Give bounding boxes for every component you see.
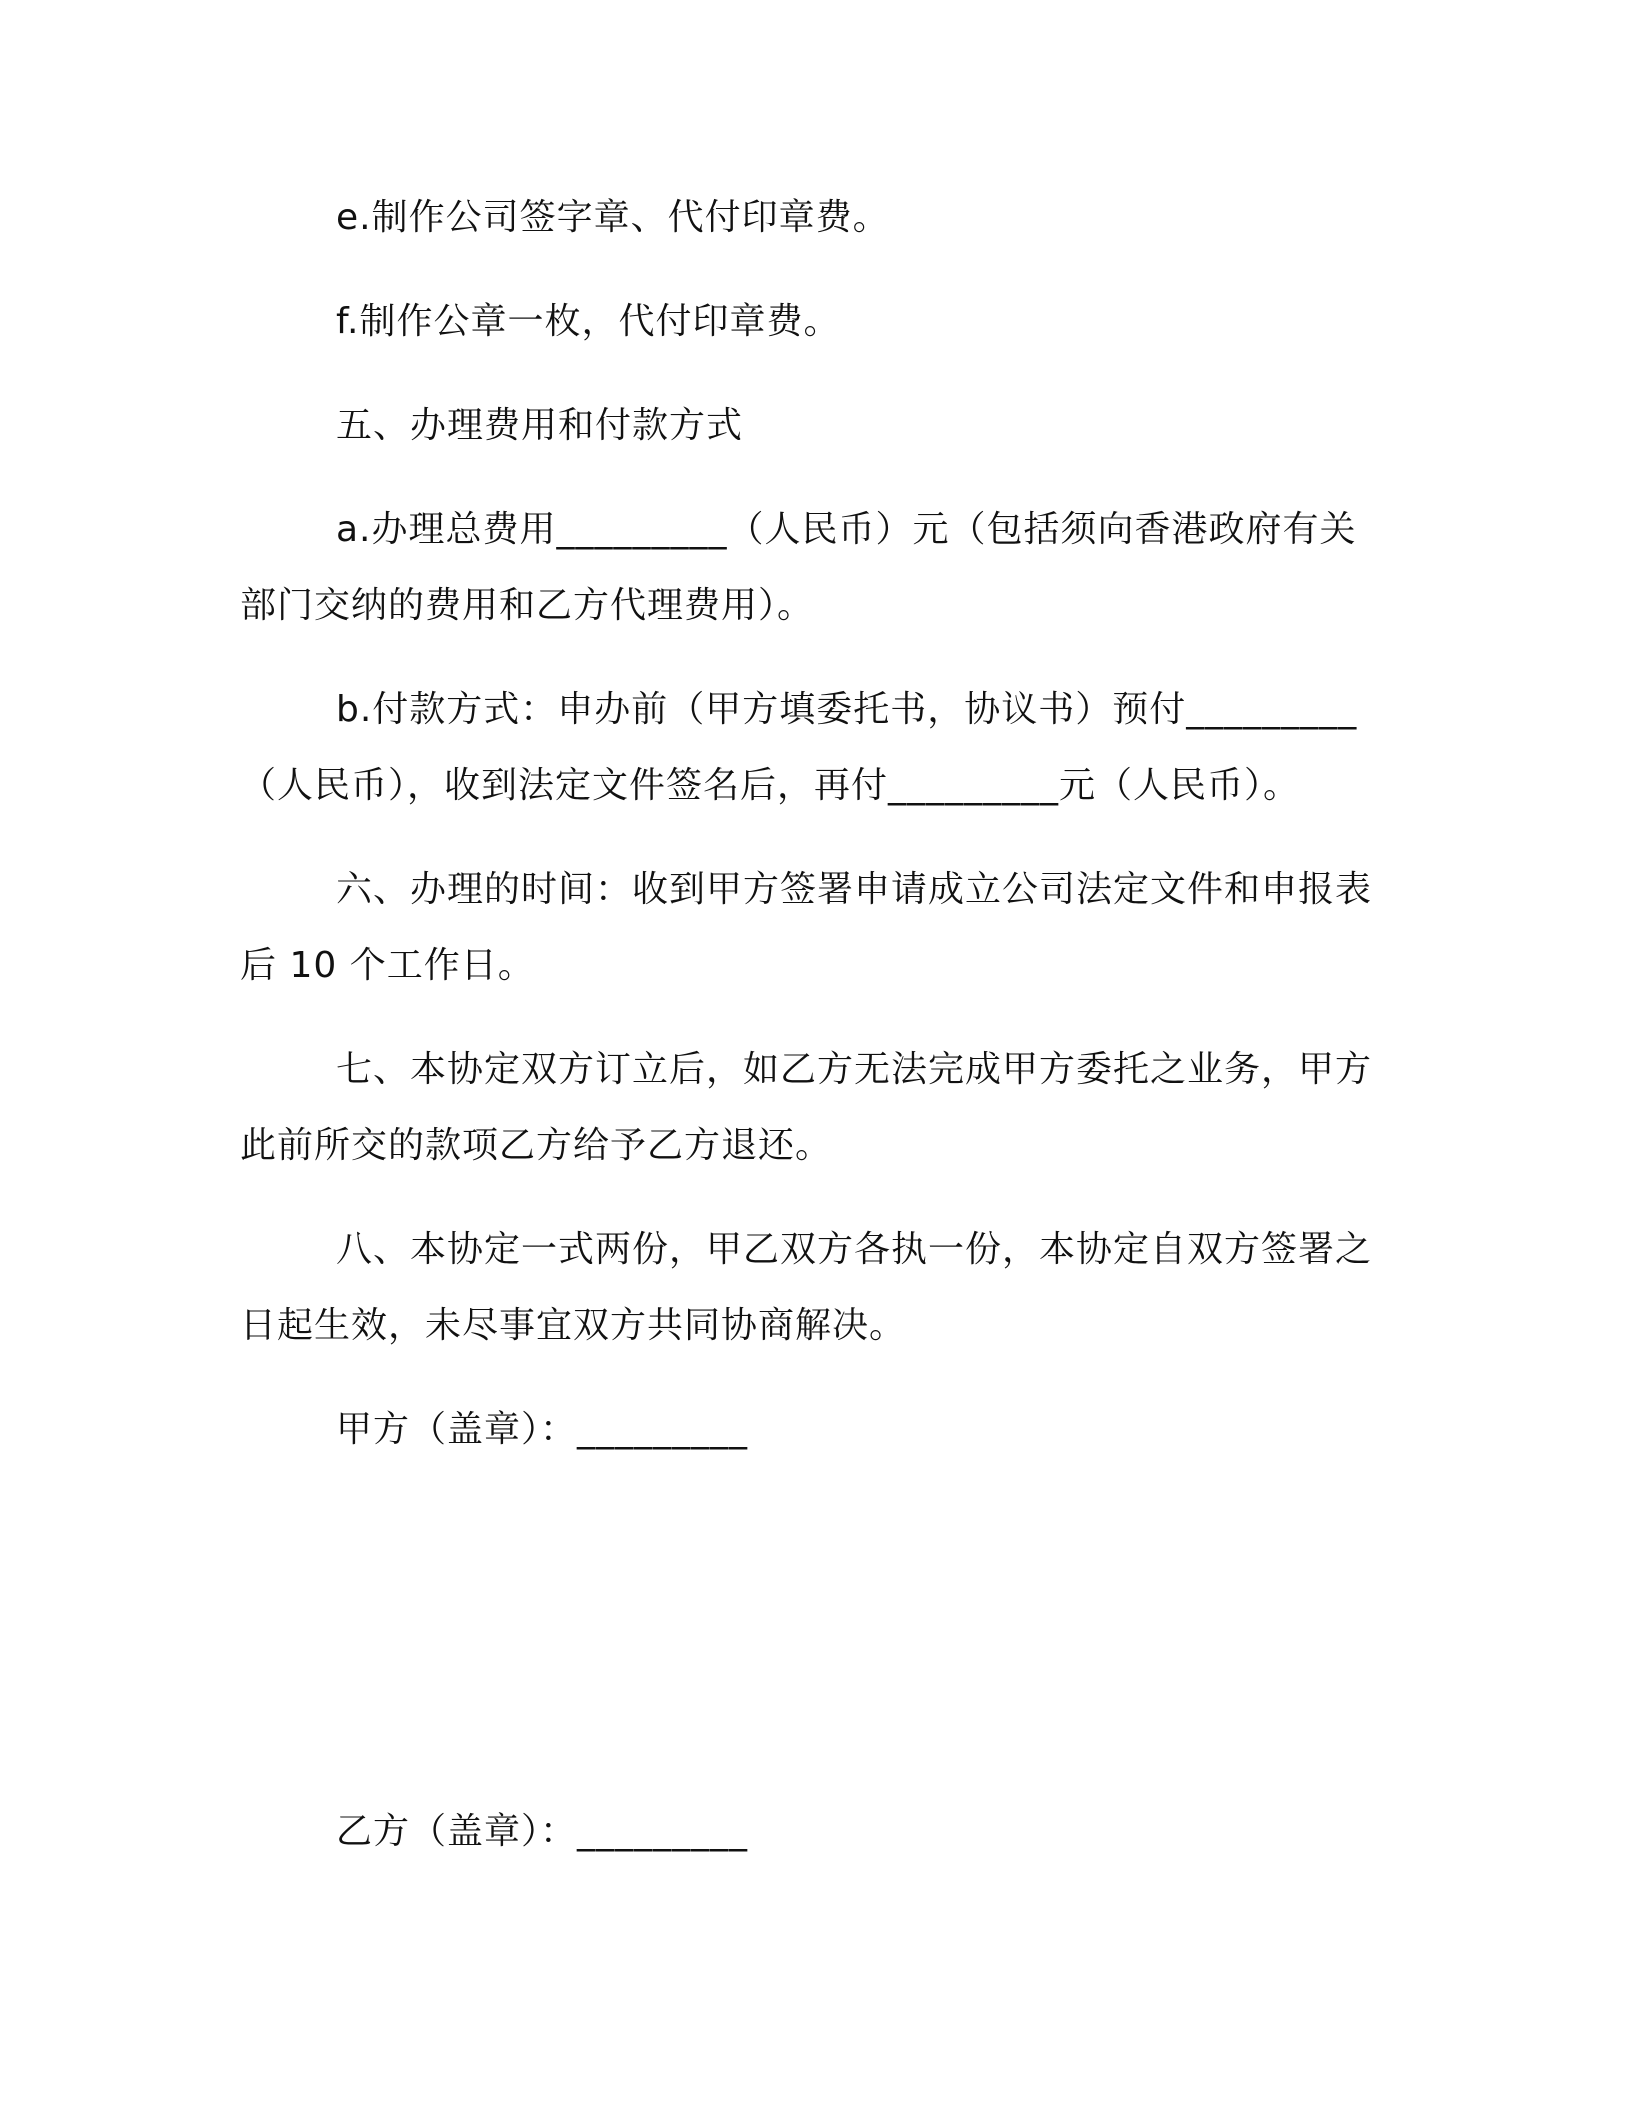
item-a-paragraph: a.办理总费用_________（人民币）元（包括须向香港政府有关部门交纳的费用和乙方代理费用）。 (240, 509, 1357, 626)
section-8-paragraph: 八、本协定一式两份，甲乙双方各执一份，本协定自双方签署之日起生效，未尽事宜双方共同协商解决。 (240, 1229, 1373, 1346)
item-e-text: e.制作公司签字章、代付印章费。 (336, 197, 890, 238)
party-b-signature-line: 乙方（盖章）：_________ (336, 1811, 749, 1852)
section-7-paragraph: 七、本协定双方订立后，如乙方无法完成甲方委托之业务，甲方此前所交的款项乙方给予乙方退还。 (240, 1049, 1373, 1166)
section-6-paragraph: 六、办理的时间：收到甲方签署申请成立公司法定文件和申报表后 10 个工作日。 (240, 869, 1373, 986)
item-b-paragraph: b.付款方式：申办前（甲方填委托书，协议书）预付_________（人民币），收到法定文件签名后，再付_________元（人民币）。 (240, 689, 1358, 806)
party-a-signature-line: 甲方（盖章）：_________ (336, 1409, 749, 1450)
section-5-heading: 五、办理费用和付款方式 (336, 405, 744, 446)
item-f-text: f.制作公章一枚，代付印章费。 (336, 301, 841, 342)
